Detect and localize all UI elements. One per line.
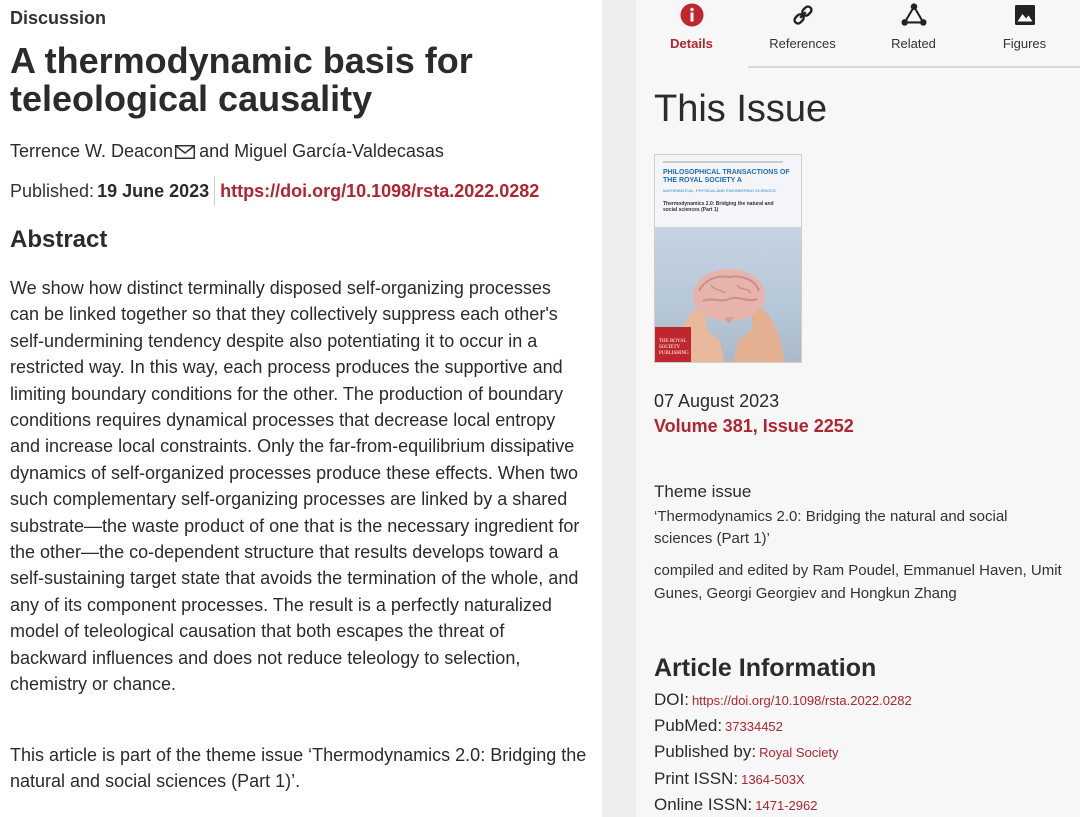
cover-rule (663, 161, 783, 163)
divider (214, 176, 215, 206)
author-link[interactable]: Terrence W. Deacon (10, 141, 174, 161)
article-type: Discussion (10, 8, 107, 28)
info-pubmed-row (654, 716, 783, 736)
tab-figures[interactable] (969, 0, 1080, 68)
author-list (10, 141, 444, 162)
tab-underline (748, 66, 1080, 68)
abstract-heading: Abstract (10, 226, 108, 253)
tab-related[interactable] (858, 0, 969, 68)
theme-issue-editors: compiled and edited by Ram Poudel, Emmanuel Haven, Umit Gunes, Georgi Georgiev and Hongkun Zhang (654, 562, 1062, 602)
info-doi-link[interactable]: https://doi.org/10.1098/rsta.2022.0282 (691, 693, 912, 708)
tab-references[interactable] (747, 0, 858, 68)
issue-date: 07 August 2023 (654, 391, 780, 411)
tab-label: Figures (1002, 36, 1047, 51)
issue-volume-link[interactable]: Volume 381, Issue 2252 (654, 416, 854, 436)
published-date: 19 June 2023 (97, 180, 210, 201)
info-print-issn-row (654, 769, 805, 789)
info-pubmed-link[interactable]: 37334452 (725, 719, 783, 734)
tab-label: Related (891, 36, 936, 51)
royal-society-logo: THE ROYAL SOCIETY PUBLISHING (655, 327, 691, 363)
info-print-issn-link[interactable]: 1364-503X (741, 772, 805, 787)
abstract-text: We show how distinct terminally disposed self-organizing processes can be linked together so that they collectively suppress each other's self-undermining tendency despite also potentiating it to occur in a restricted way. In this way, each process produces the supportive and limiting boundary conditions for the other. The production of boundary conditions requires dynamical processes that decrease local entropy and increase local constraints. Only the far-from-equilibrium dissipative dynamics of self-organized processes produce these effects. When two such complementary self-organizing processes are linked by a shared substrate—the waste product of one that is the necessary ingredient for the other—the co-dependent structure that results develops toward a self-sustaining target state that avoids the termination of the whole, and any of its component processes. The result is a perfectly naturalized model of teleological causation that both escapes the threat of backward influences and does not reduce teleology to selection, chemistry or chance. (10, 278, 580, 695)
cover-journal-title: PHILOSOPHICAL TRANSACTIONS OF THE ROYAL SOCIETY A (663, 169, 790, 184)
published-label: Published: (10, 180, 95, 201)
info-label: DOI: (654, 690, 689, 709)
image-icon (1012, 2, 1038, 28)
info-online-issn-link[interactable]: 1471-2962 (755, 798, 818, 813)
details-panel (636, 0, 1080, 817)
cover-subtitle: MATHEMATICAL, PHYSICAL AND ENGINEERING SCIENCES (663, 188, 776, 193)
doi-link[interactable]: https://doi.org/10.1098/rsta.2022.0282 (220, 180, 540, 201)
info-publisher-link[interactable]: Royal Society (759, 745, 839, 760)
info-label: PubMed: (654, 716, 723, 735)
info-doi-row (654, 690, 912, 710)
issue-heading: This Issue (654, 88, 828, 130)
info-icon (679, 2, 705, 28)
issue-cover[interactable] (654, 154, 802, 363)
theme-issue-note: This article is part of the theme issue ‘Thermodynamics 2.0: Bridging the natural and social sciences (Part 1)’. (10, 745, 587, 792)
theme-issue-label: Theme issue (654, 482, 752, 501)
info-label: Published by: (654, 742, 757, 761)
cover-issue-title: Thermodynamics 2.0: Bridging the natural and social sciences (Part 1) (663, 201, 774, 213)
link-icon (790, 2, 816, 28)
info-online-issn-row (654, 795, 817, 815)
tab-details[interactable] (636, 0, 747, 68)
theme-issue-title: ‘Thermodynamics 2.0: Bridging the natural and social sciences (Part 1)’ (654, 508, 1008, 547)
author-connector: and (199, 141, 230, 161)
tab-label: References (769, 36, 836, 51)
column-gutter (602, 0, 636, 817)
info-label: Print ISSN: (654, 769, 739, 788)
network-icon (901, 2, 927, 28)
mail-icon[interactable] (175, 143, 195, 157)
info-label: Online ISSN: (654, 795, 753, 814)
published-row (10, 176, 539, 206)
article-info-heading: Article Information (654, 654, 877, 682)
author-link[interactable]: Miguel García-Valdecasas (234, 141, 444, 161)
info-publisher-row (654, 742, 839, 762)
article-title: A thermodynamic basis for teleological causality (10, 40, 473, 119)
tab-label: Details (670, 36, 713, 51)
panel-tabs (636, 0, 1080, 68)
